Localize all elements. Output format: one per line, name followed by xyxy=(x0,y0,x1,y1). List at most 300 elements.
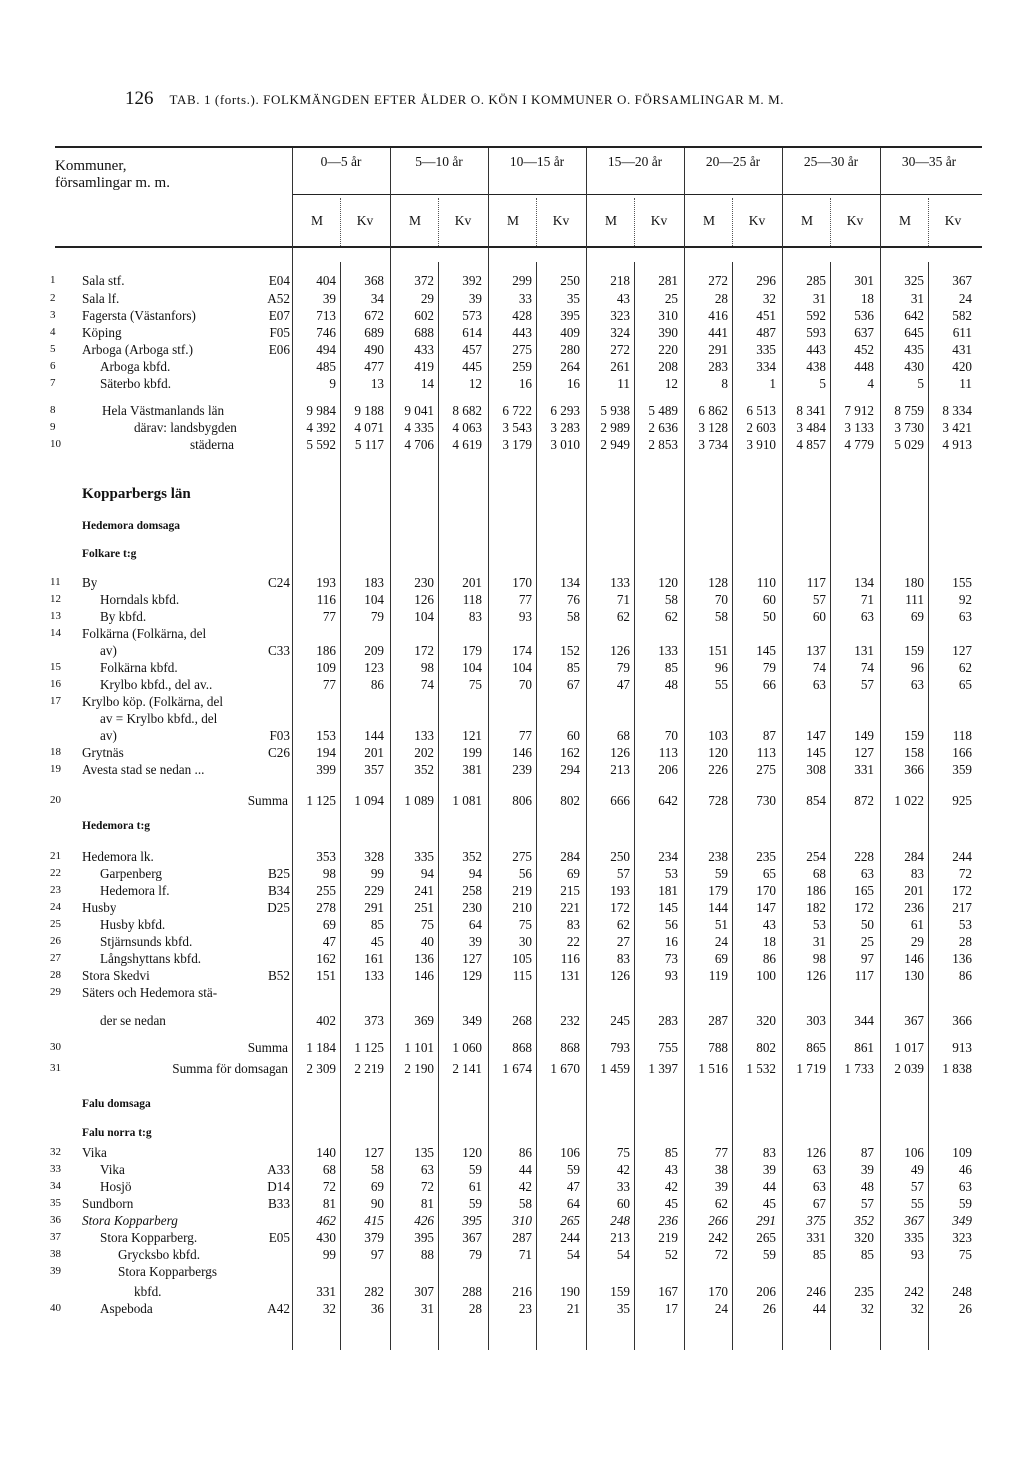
value-cell: 254 xyxy=(806,849,826,864)
value-cell: 428 xyxy=(512,308,532,323)
value-cell: 402 xyxy=(316,1013,336,1028)
female-heading: Kv xyxy=(846,213,864,228)
parish-code: B25 xyxy=(268,866,290,881)
value-cell: 186 xyxy=(806,883,826,898)
value-cell: 281 xyxy=(658,273,678,288)
row-name: Fagersta (Västanfors) xyxy=(82,308,196,323)
page-number: 126 xyxy=(125,88,154,109)
value-cell: 86 xyxy=(958,968,972,983)
value-cell: 79 xyxy=(616,660,630,675)
row-number: 2 xyxy=(50,292,56,304)
value-cell: 126 xyxy=(610,968,630,983)
value-cell: 1 674 xyxy=(502,1061,532,1076)
row-name: By xyxy=(82,575,98,590)
value-cell: 582 xyxy=(952,308,972,323)
value-cell: 395 xyxy=(560,308,580,323)
value-cell: 113 xyxy=(756,745,776,760)
value-cell: 117 xyxy=(806,575,826,590)
value-cell: 258 xyxy=(462,883,482,898)
male-heading: M xyxy=(310,213,323,228)
value-cell: 1 125 xyxy=(306,793,336,808)
row-name: Säters och Hedemora stä- xyxy=(82,985,218,1000)
value-cell: 275 xyxy=(756,762,776,777)
row-number: 16 xyxy=(50,678,61,690)
value-cell: 272 xyxy=(610,342,630,357)
value-cell: 430 xyxy=(316,1230,336,1245)
value-cell: 349 xyxy=(462,1013,482,1028)
row-number: 28 xyxy=(50,969,61,981)
value-cell: 58 xyxy=(714,609,728,624)
value-cell: 3 484 xyxy=(796,420,826,435)
value-cell: 79 xyxy=(468,1247,482,1262)
value-cell: 93 xyxy=(910,1247,924,1262)
value-cell: 299 xyxy=(512,273,532,288)
value-cell: 18 xyxy=(762,934,776,949)
value-cell: 296 xyxy=(756,273,776,288)
value-cell: 3 734 xyxy=(698,437,728,452)
row-name: Folkärna kbfd. xyxy=(100,660,178,675)
value-cell: 5 117 xyxy=(354,437,384,452)
value-cell: 4 392 xyxy=(306,420,336,435)
value-cell: 213 xyxy=(610,762,630,777)
section-heading: Falu domsaga xyxy=(82,1098,151,1110)
value-cell: 4 063 xyxy=(452,420,482,435)
value-cell: 64 xyxy=(566,1196,580,1211)
value-cell: 445 xyxy=(462,359,482,374)
value-cell: 201 xyxy=(462,575,482,590)
value-cell: 166 xyxy=(952,745,972,760)
row-number: 17 xyxy=(50,695,61,707)
value-cell: 746 xyxy=(316,325,336,340)
row-number: 4 xyxy=(50,326,56,338)
value-cell: 1 022 xyxy=(894,793,924,808)
value-cell: 264 xyxy=(560,359,580,374)
value-cell: 31 xyxy=(812,291,826,306)
value-cell: 83 xyxy=(910,866,924,881)
value-cell: 409 xyxy=(560,325,580,340)
row-label-line-2: församlingar m. m. xyxy=(55,175,170,191)
value-cell: 12 xyxy=(468,376,482,391)
value-cell: 210 xyxy=(512,900,532,915)
table-row xyxy=(0,1212,1024,1229)
value-cell: 284 xyxy=(560,849,580,864)
value-cell: 116 xyxy=(560,951,580,966)
value-cell: 145 xyxy=(806,745,826,760)
age-group-underline xyxy=(292,194,982,195)
value-cell: 352 xyxy=(414,762,434,777)
value-cell: 85 xyxy=(664,660,678,675)
row-name: Långshyttans kbfd. xyxy=(100,951,202,966)
value-cell: 126 xyxy=(610,643,630,658)
value-cell: 201 xyxy=(364,745,384,760)
value-cell: 9 041 xyxy=(404,403,434,418)
row-number: 5 xyxy=(50,343,56,355)
value-cell: 536 xyxy=(854,308,874,323)
value-cell: 67 xyxy=(812,1196,826,1211)
row-number: 6 xyxy=(50,360,56,372)
value-cell: 1 459 xyxy=(600,1061,630,1076)
row-name: kbfd. xyxy=(134,1284,162,1299)
value-cell: 730 xyxy=(756,793,776,808)
value-cell: 167 xyxy=(658,1284,678,1299)
value-cell: 66 xyxy=(762,677,776,692)
value-cell: 69 xyxy=(370,1179,384,1194)
row-name: Sala stf. xyxy=(82,273,125,288)
value-cell: 2 141 xyxy=(452,1061,482,1076)
sex-divider xyxy=(830,198,831,246)
value-cell: 448 xyxy=(854,359,874,374)
value-cell: 39 xyxy=(860,1162,874,1177)
value-cell: 72 xyxy=(420,1179,434,1194)
sex-divider xyxy=(634,198,635,246)
value-cell: 24 xyxy=(958,291,972,306)
header-bottom-rule xyxy=(55,246,982,248)
row-number: 22 xyxy=(50,867,61,879)
value-cell: 229 xyxy=(364,883,384,898)
value-cell: 431 xyxy=(952,342,972,357)
row-number: 10 xyxy=(50,438,61,450)
value-cell: 255 xyxy=(316,883,336,898)
value-cell: 32 xyxy=(910,1301,924,1316)
value-cell: 58 xyxy=(518,1196,532,1211)
value-cell: 236 xyxy=(658,1213,678,1228)
value-cell: 182 xyxy=(806,900,826,915)
value-cell: 206 xyxy=(756,1284,776,1299)
value-cell: 14 xyxy=(420,376,434,391)
value-cell: 56 xyxy=(518,866,532,881)
value-cell: 4 xyxy=(867,376,874,391)
value-cell: 118 xyxy=(462,592,482,607)
value-cell: 728 xyxy=(708,793,728,808)
age-group-heading: 10—15 år xyxy=(509,154,565,169)
value-cell: 220 xyxy=(658,342,678,357)
value-cell: 32 xyxy=(322,1301,336,1316)
table-row xyxy=(0,1161,1024,1178)
value-cell: 136 xyxy=(414,951,434,966)
value-cell: 379 xyxy=(364,1230,384,1245)
value-cell: 2 989 xyxy=(600,420,630,435)
value-cell: 283 xyxy=(708,359,728,374)
value-cell: 357 xyxy=(364,762,384,777)
value-cell: 75 xyxy=(468,677,482,692)
value-cell: 109 xyxy=(952,1145,972,1160)
row-number: 35 xyxy=(50,1197,61,1209)
value-cell: 49 xyxy=(910,1162,924,1177)
value-cell: 4 706 xyxy=(404,437,434,452)
value-cell: 3 133 xyxy=(844,420,874,435)
section-heading: Hedemora domsaga xyxy=(82,520,181,532)
value-cell: 642 xyxy=(658,793,678,808)
value-cell: 25 xyxy=(860,934,874,949)
value-cell: 592 xyxy=(806,308,826,323)
value-cell: 126 xyxy=(806,968,826,983)
value-cell: 144 xyxy=(708,900,728,915)
value-cell: 25 xyxy=(664,291,678,306)
value-cell: 250 xyxy=(610,849,630,864)
value-cell: 119 xyxy=(708,968,728,983)
value-cell: 2 636 xyxy=(648,420,678,435)
value-cell: 131 xyxy=(560,968,580,983)
value-cell: 872 xyxy=(854,793,874,808)
row-name: Summa xyxy=(247,793,288,808)
value-cell: 50 xyxy=(762,609,776,624)
parish-code: A52 xyxy=(267,291,290,306)
value-cell: 301 xyxy=(854,273,874,288)
value-cell: 71 xyxy=(860,592,874,607)
value-cell: 127 xyxy=(462,951,482,966)
value-cell: 63 xyxy=(812,1162,826,1177)
value-cell: 104 xyxy=(414,609,434,624)
value-cell: 430 xyxy=(904,359,924,374)
table-row xyxy=(0,591,1024,608)
table-row xyxy=(0,899,1024,916)
value-cell: 16 xyxy=(518,376,532,391)
value-cell: 443 xyxy=(806,342,826,357)
value-cell: 291 xyxy=(756,1213,776,1228)
value-cell: 86 xyxy=(762,951,776,966)
table-row xyxy=(0,916,1024,933)
value-cell: 48 xyxy=(664,677,678,692)
age-group-heading: 30—35 år xyxy=(901,154,957,169)
value-cell: 74 xyxy=(860,660,874,675)
value-cell: 126 xyxy=(610,745,630,760)
row-name: Summa xyxy=(247,1040,288,1055)
value-cell: 232 xyxy=(560,1013,580,1028)
row-number: 29 xyxy=(50,986,61,998)
value-cell: 31 xyxy=(420,1301,434,1316)
value-cell: 485 xyxy=(316,359,336,374)
value-cell: 34 xyxy=(370,291,384,306)
value-cell: 75 xyxy=(616,1145,630,1160)
value-cell: 158 xyxy=(904,745,924,760)
header-top-rule xyxy=(55,146,982,148)
value-cell: 63 xyxy=(812,1179,826,1194)
value-cell: 202 xyxy=(414,745,434,760)
value-cell: 23 xyxy=(518,1301,532,1316)
value-cell: 94 xyxy=(420,866,434,881)
value-cell: 399 xyxy=(316,762,336,777)
value-cell: 54 xyxy=(616,1247,630,1262)
value-cell: 79 xyxy=(370,609,384,624)
value-cell: 57 xyxy=(860,1196,874,1211)
value-cell: 72 xyxy=(958,866,972,881)
table-row xyxy=(0,1283,1024,1300)
male-heading: M xyxy=(898,213,911,228)
value-cell: 236 xyxy=(904,900,924,915)
group-divider xyxy=(684,148,685,1350)
value-cell: 127 xyxy=(364,1145,384,1160)
value-cell: 98 xyxy=(812,951,826,966)
value-cell: 57 xyxy=(910,1179,924,1194)
value-cell: 57 xyxy=(860,677,874,692)
value-cell: 352 xyxy=(462,849,482,864)
row-number: 30 xyxy=(50,1041,61,1053)
value-cell: 8 xyxy=(721,376,728,391)
value-cell: 755 xyxy=(658,1040,678,1055)
table-row xyxy=(0,1144,1024,1161)
county-heading: Kopparbergs län xyxy=(82,486,191,502)
value-cell: 2 309 xyxy=(306,1061,336,1076)
value-cell: 126 xyxy=(414,592,434,607)
value-cell: 134 xyxy=(854,575,874,590)
value-cell: 17 xyxy=(664,1301,678,1316)
row-name: Folkärna (Folkärna, del xyxy=(82,626,207,641)
row-number: 36 xyxy=(50,1214,61,1226)
value-cell: 47 xyxy=(566,1179,580,1194)
value-cell: 366 xyxy=(952,1013,972,1028)
value-cell: 127 xyxy=(854,745,874,760)
value-cell: 186 xyxy=(316,643,336,658)
parish-code: E04 xyxy=(268,273,290,288)
value-cell: 33 xyxy=(518,291,532,306)
value-cell: 9 984 xyxy=(306,403,336,418)
value-cell: 28 xyxy=(958,934,972,949)
row-number: 27 xyxy=(50,952,61,964)
row-name: därav: landsbygden xyxy=(134,420,237,435)
sex-divider xyxy=(340,198,341,246)
value-cell: 788 xyxy=(708,1040,728,1055)
value-cell: 104 xyxy=(462,660,482,675)
value-cell: 5 xyxy=(917,376,924,391)
value-cell: 162 xyxy=(316,951,336,966)
value-cell: 59 xyxy=(762,1247,776,1262)
value-cell: 75 xyxy=(420,917,434,932)
row-number: 37 xyxy=(50,1231,61,1243)
age-group-heading: 15—20 år xyxy=(607,154,663,169)
value-cell: 278 xyxy=(316,900,336,915)
value-cell: 3 910 xyxy=(746,437,776,452)
sex-divider xyxy=(830,262,831,1350)
row-number: 1 xyxy=(50,274,56,286)
page-title: TAB. 1 (forts.). FOLKMÄNGDEN EFTER ÅLDER O. KÖN I KOMMUNER O. FÖRSAMLINGAR M. M. xyxy=(169,92,785,107)
value-cell: 69 xyxy=(714,951,728,966)
value-cell: 219 xyxy=(658,1230,678,1245)
value-cell: 244 xyxy=(560,1230,580,1245)
value-cell: 81 xyxy=(322,1196,336,1211)
value-cell: 70 xyxy=(518,677,532,692)
value-cell: 367 xyxy=(904,1213,924,1228)
parish-code: B34 xyxy=(268,883,290,898)
value-cell: 4 619 xyxy=(452,437,482,452)
value-cell: 69 xyxy=(910,609,924,624)
value-cell: 43 xyxy=(616,291,630,306)
value-cell: 259 xyxy=(512,359,532,374)
value-cell: 324 xyxy=(610,325,630,340)
table-row xyxy=(0,341,1024,358)
row-name: Grycksbo kbfd. xyxy=(118,1247,201,1262)
parish-code: B52 xyxy=(268,968,290,983)
value-cell: 56 xyxy=(664,917,678,932)
value-cell: 320 xyxy=(854,1230,874,1245)
value-cell: 395 xyxy=(414,1230,434,1245)
sex-divider xyxy=(536,262,537,1350)
value-cell: 36 xyxy=(370,1301,384,1316)
value-cell: 261 xyxy=(610,359,630,374)
value-cell: 172 xyxy=(414,643,434,658)
row-name: Stora Skedvi xyxy=(82,968,150,983)
row-name: Sala lf. xyxy=(82,291,120,306)
value-cell: 40 xyxy=(420,934,434,949)
value-cell: 24 xyxy=(714,1301,728,1316)
value-cell: 6 293 xyxy=(550,403,580,418)
row-number: 18 xyxy=(50,746,61,758)
value-cell: 218 xyxy=(610,273,630,288)
value-cell: 275 xyxy=(512,849,532,864)
value-cell: 172 xyxy=(854,900,874,915)
value-cell: 12 xyxy=(664,376,678,391)
value-cell: 13 xyxy=(370,376,384,391)
value-cell: 146 xyxy=(414,968,434,983)
value-cell: 419 xyxy=(414,359,434,374)
value-cell: 71 xyxy=(518,1247,532,1262)
value-cell: 307 xyxy=(414,1284,434,1299)
group-divider xyxy=(782,148,783,1350)
value-cell: 57 xyxy=(812,592,826,607)
row-number: 9 xyxy=(50,421,56,433)
row-number: 31 xyxy=(50,1062,61,1074)
row-name: Stjärnsunds kbfd. xyxy=(100,934,193,949)
value-cell: 140 xyxy=(316,1145,336,1160)
value-cell: 54 xyxy=(566,1247,580,1262)
value-cell: 235 xyxy=(756,849,776,864)
value-cell: 39 xyxy=(468,934,482,949)
value-cell: 228 xyxy=(854,849,874,864)
value-cell: 201 xyxy=(904,883,924,898)
value-cell: 63 xyxy=(812,677,826,692)
value-cell: 76 xyxy=(566,592,580,607)
value-cell: 29 xyxy=(910,934,924,949)
value-cell: 162 xyxy=(560,745,580,760)
value-cell: 39 xyxy=(714,1179,728,1194)
value-cell: 230 xyxy=(462,900,482,915)
value-cell: 602 xyxy=(414,308,434,323)
value-cell: 420 xyxy=(952,359,972,374)
value-cell: 1 081 xyxy=(452,793,482,808)
value-cell: 68 xyxy=(616,728,630,743)
value-cell: 72 xyxy=(322,1179,336,1194)
value-cell: 62 xyxy=(616,609,630,624)
value-cell: 215 xyxy=(560,883,580,898)
value-cell: 331 xyxy=(854,762,874,777)
value-cell: 63 xyxy=(420,1162,434,1177)
value-cell: 146 xyxy=(512,745,532,760)
value-cell: 70 xyxy=(714,592,728,607)
value-cell: 452 xyxy=(854,342,874,357)
value-cell: 1 017 xyxy=(894,1040,924,1055)
row-label-heading xyxy=(55,158,170,192)
value-cell: 146 xyxy=(904,951,924,966)
value-cell: 226 xyxy=(708,762,728,777)
row-name: Horndals kbfd. xyxy=(100,592,180,607)
sex-divider xyxy=(634,262,635,1350)
value-cell: 120 xyxy=(462,1145,482,1160)
value-cell: 5 489 xyxy=(648,403,678,418)
value-cell: 53 xyxy=(958,917,972,932)
value-cell: 193 xyxy=(316,575,336,590)
value-cell: 103 xyxy=(708,728,728,743)
value-cell: 494 xyxy=(316,342,336,357)
parish-code: D25 xyxy=(267,900,290,915)
value-cell: 32 xyxy=(860,1301,874,1316)
value-cell: 216 xyxy=(512,1284,532,1299)
value-cell: 367 xyxy=(904,1013,924,1028)
value-cell: 415 xyxy=(364,1213,384,1228)
value-cell: 159 xyxy=(904,643,924,658)
row-name: Avesta stad se nedan ... xyxy=(82,762,205,777)
parish-code: D14 xyxy=(267,1179,290,1194)
value-cell: 11 xyxy=(617,376,630,391)
value-cell: 61 xyxy=(468,1179,482,1194)
